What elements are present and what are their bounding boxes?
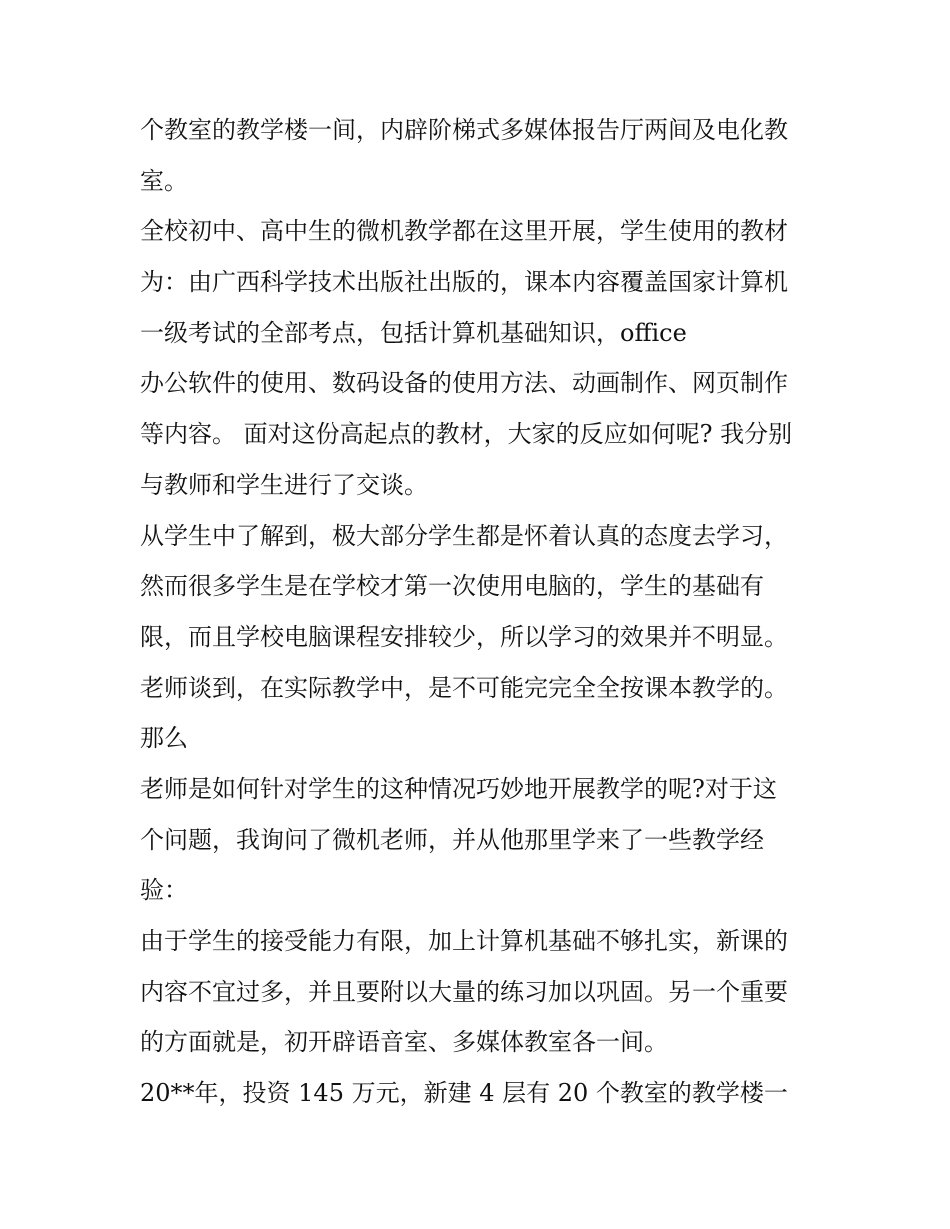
text-line: 然而很多学生是在学校才第一次使用电脑的，学生的基础有	[140, 572, 764, 601]
text-line: 一级考试的全部考点，包括计算机基础知识，office	[140, 318, 687, 347]
text-line: 等内容。 面对这份高起点的教材，大家的反应如何呢? 我分别	[140, 420, 793, 449]
text-line: 从学生中了解到，极大部分学生都是怀着认真的态度去学习，	[140, 521, 788, 550]
body-text	[140, 105, 820, 1119]
text-line: 的方面就是，初开辟语音室、多媒体教室各一间。	[140, 1028, 668, 1057]
text-line: 老师是如何针对学生的这种情况巧妙地开展教学的呢?对于这	[140, 774, 777, 803]
text-line: 限，而且学校电脑课程安排较少，所以学习的效果并不明显。	[140, 622, 788, 651]
text-line: 个教室的教学楼一间，内辟阶梯式多媒体报告厅两间及电化教	[140, 116, 788, 144]
text-line: 全校初中、高中生的微机教学都在这里开展，学生使用的教材	[140, 217, 788, 246]
text-line: 个问题，我询问了微机老师，并从他那里学来了一些教学经	[140, 825, 764, 854]
text-line: 内容不宜过多，并且要附以大量的练习加以巩固。另一个重要	[140, 977, 788, 1006]
text-line: 与教师和学生进行了交谈。	[140, 470, 428, 499]
text-line: 室。	[140, 166, 188, 195]
text-line: 办公软件的使用、数码设备的使用方法、动画制作、网页制作	[140, 369, 788, 398]
text-line: 由于学生的接受能力有限，加上计算机基础不够扎实，新课的	[140, 927, 788, 955]
text-line: 20**年，投资 145 万元，新建 4 层有 20 个教室的教学楼一	[140, 1079, 788, 1108]
text-line: 那么	[140, 724, 188, 753]
text-line: 验：	[140, 876, 188, 905]
text-line: 老师谈到，在实际教学中，是不可能完完全全按课本教学的。	[140, 673, 788, 702]
text-line: 为：由广西科学技术出版社出版的，课本内容覆盖国家计算机	[140, 268, 788, 297]
